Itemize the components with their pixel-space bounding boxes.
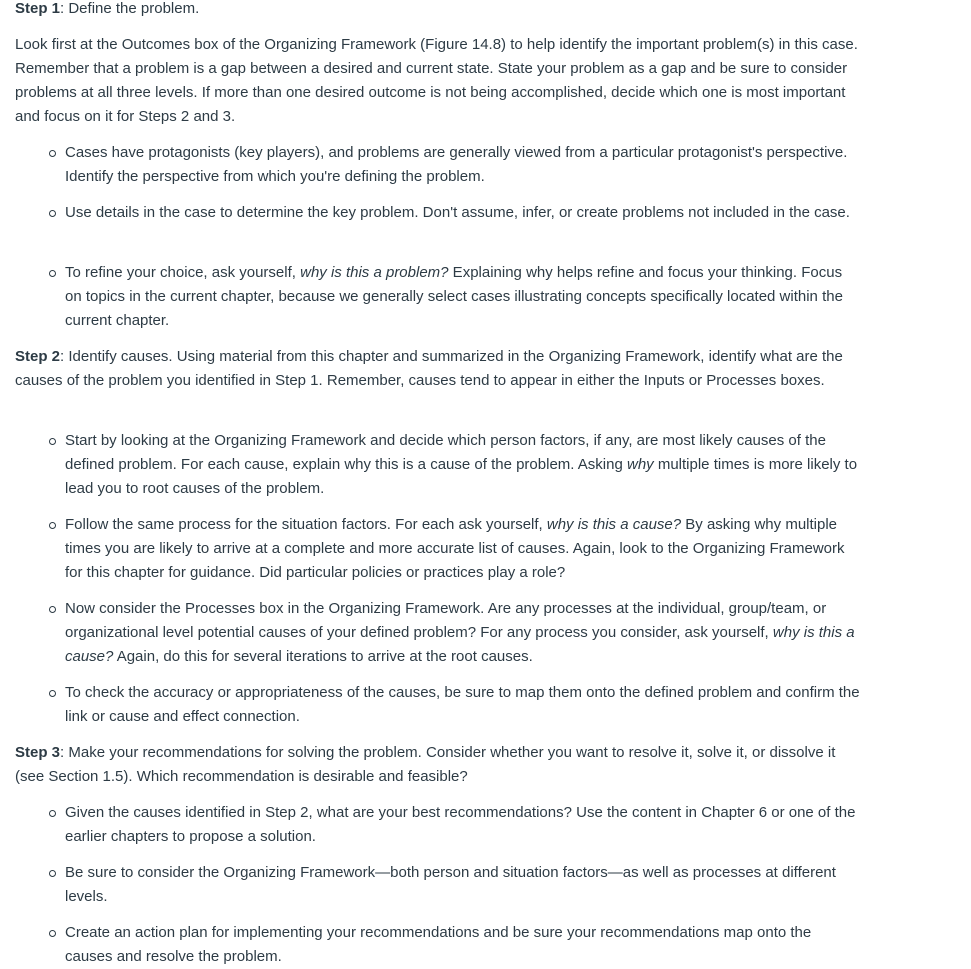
step2-bullet3-pre: Now consider the Processes box in the Organizing Framework. Are any processes at the individual, group/team, or organizational level potential causes of your defined problem? For any process you consider, ask yourself, <box>65 600 827 641</box>
step1-heading <box>15 0 865 21</box>
list-item <box>65 801 860 849</box>
step1-bullet-list <box>65 201 860 225</box>
step2-bullet1-post: multiple times is more likely to lead you to root causes of the problem. <box>65 456 858 497</box>
step3-heading <box>15 741 865 789</box>
list-item <box>65 261 860 333</box>
step2-heading <box>15 345 865 393</box>
step1-bullet-list <box>65 141 860 189</box>
list-item <box>65 681 860 729</box>
step2-bullet1-pre: Start by looking at the Organizing Framework and decide which person factors, if any, are most likely causes of the defined problem. For each cause, explain why this is a cause of the problem. Asking <box>65 432 826 473</box>
list-item <box>65 141 860 189</box>
step3-title: : Make your recommendations for solving the problem. Consider whether you want to resolve it, solve it, or dissolve it (see Section 1.5). Which recommendation is desirable and feasible? <box>15 744 836 785</box>
step2-bullet4-text: To check the accuracy or appropriateness of the causes, be sure to map them onto the defined problem and confirm the link or cause and effect connection. <box>65 684 860 725</box>
step3-bullet-list <box>65 801 860 849</box>
step2-label: Step 2 <box>15 348 61 365</box>
step1-bullet3-pre: To refine your choice, ask yourself, <box>65 264 301 281</box>
step2-bullet3-post: Again, do this for several iterations to arrive at the root causes. <box>113 648 533 665</box>
step2-bullet2-italic: why is this a cause? <box>546 516 682 533</box>
step2-bullet-list <box>65 681 860 729</box>
step1-title: : Define the problem. <box>60 0 200 17</box>
list-item <box>65 597 860 669</box>
step2-title: : Identify causes. Using material from this chapter and summarized in the Organizing Framework, identify what are the causes of the problem you identified in Step 1. Remember, causes tend to appear in either the Inputs or Processes boxes. <box>15 348 843 389</box>
step2-bullet-list <box>65 597 860 669</box>
step3-bullet-list <box>65 921 860 969</box>
list-item <box>65 201 860 225</box>
step1-bullet-list <box>65 261 860 333</box>
step3-bullet1-text: Given the causes identified in Step 2, what are your best recommendations? Use the content in Chapter 6 or one of the earlier chapters to propose a solution. <box>65 804 856 845</box>
list-item <box>65 429 860 501</box>
step3-label: Step 3 <box>15 744 61 761</box>
step1-bullet3-post: Explaining why helps refine and focus your thinking. Focus on topics in the current chapter, because we generally select cases illustrating concepts specifically located within the current chapter. <box>65 264 843 329</box>
step3-bullet2-text: Be sure to consider the Organizing Framework—both person and situation factors—as well as processes at different levels. <box>65 864 836 905</box>
list-item <box>65 921 860 969</box>
step2-bullet-list <box>65 513 860 585</box>
step3-bullet3-text: Create an action plan for implementing your recommendations and be sure your recommendations map onto the causes and resolve the problem. <box>65 924 812 965</box>
step2-bullet1-italic: why <box>626 456 654 473</box>
step2-bullet2-pre: Follow the same process for the situation factors. For each ask yourself, <box>65 516 547 533</box>
step1-intro: Look first at the Outcomes box of the Organizing Framework (Figure 14.8) to help identify the important problem(s) in this case. Remember that a problem is a gap between a desired and current state. State your problem as a gap and be sure to consider problems at all three levels. If more than one desired outcome is not being accomplished, decide which one is most important and focus on it for Steps 2 and 3. <box>15 36 858 125</box>
step3-bullet-list <box>65 861 860 909</box>
step1-bullet1-text: Cases have protagonists (key players), and problems are generally viewed from a particular protagonist's perspective. Identify the perspective from which you're defining the problem. <box>65 144 848 185</box>
step2-bullet3-italic: why is this a cause? <box>65 624 855 665</box>
list-item <box>65 513 860 585</box>
list-item <box>65 861 860 909</box>
step2-bullet-list <box>65 429 860 501</box>
step1-bullet3-italic: why is this a problem? <box>300 264 449 281</box>
step1-label: Step 1 <box>15 0 61 17</box>
step1-bullet2-text: Use details in the case to determine the key problem. Don't assume, infer, or create problems not included in the case. <box>65 204 850 221</box>
step2-bullet2-post: By asking why multiple times you are likely to arrive at a complete and more accurate list of causes. Again, look to the Organizing Framework for this chapter for guidance. Did particular policies or practices play a role? <box>65 516 845 581</box>
